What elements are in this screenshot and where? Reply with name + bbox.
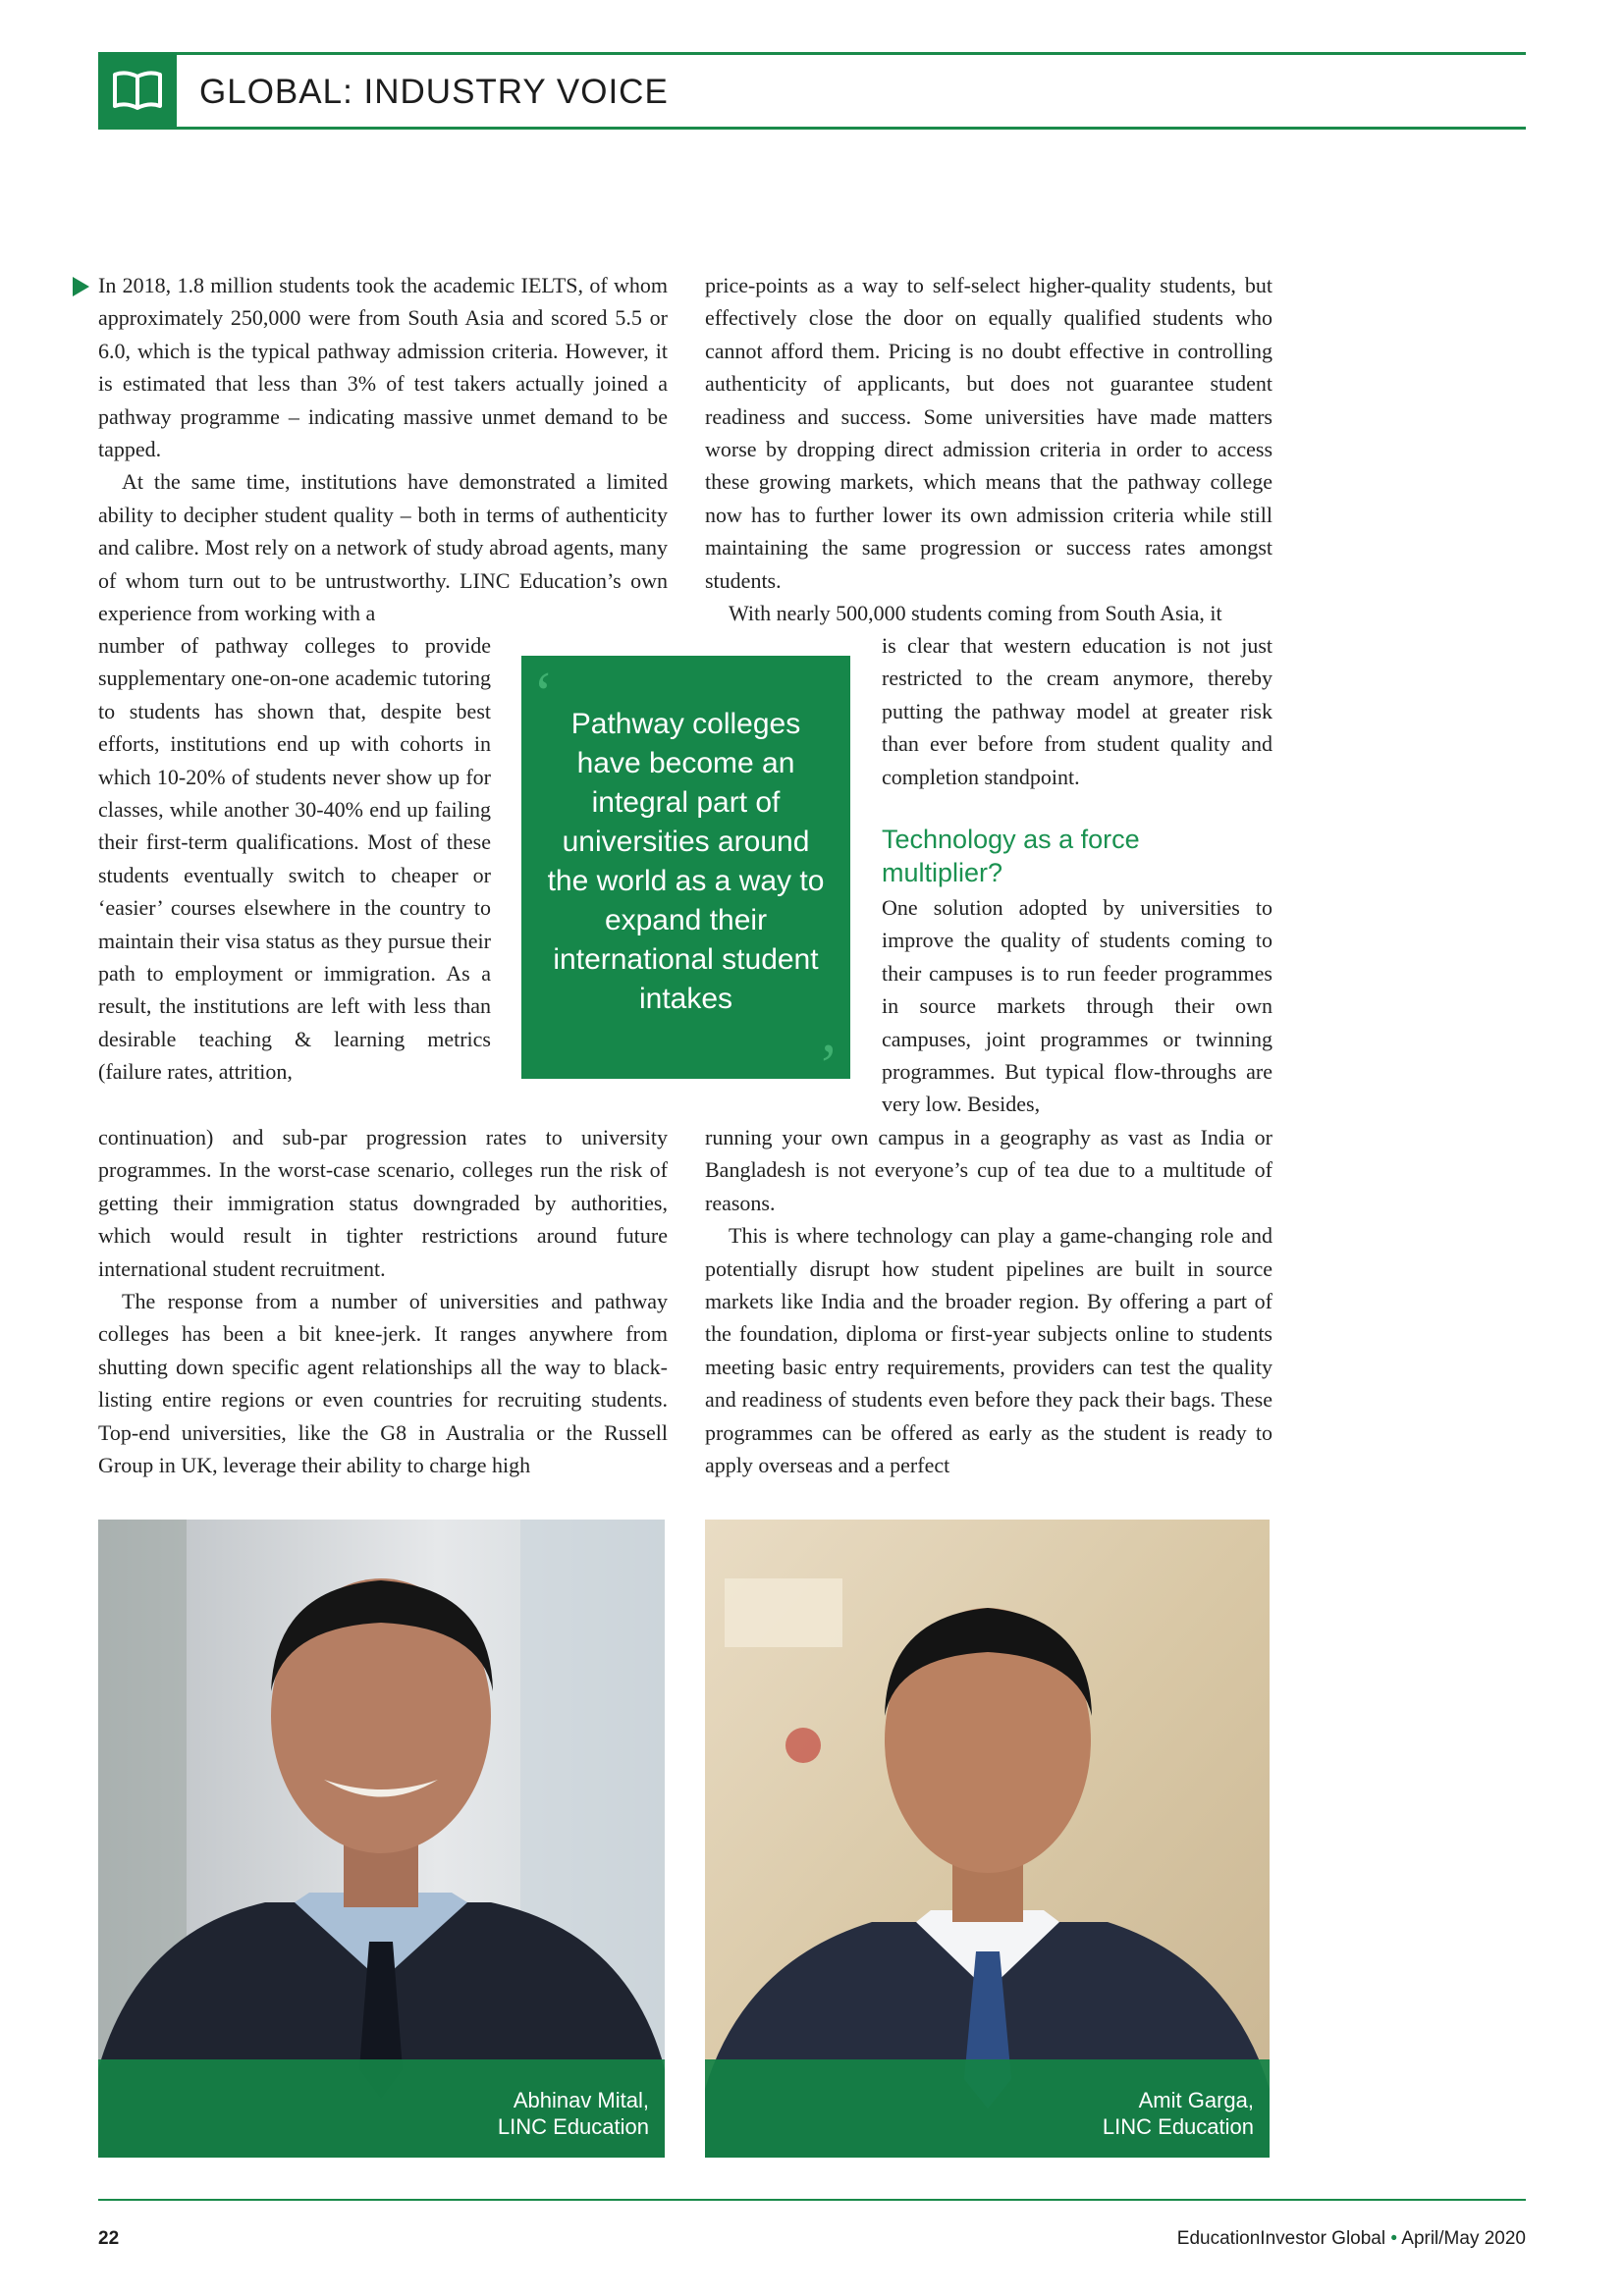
page-number: 22 xyxy=(98,2228,120,2249)
photo-caption xyxy=(498,2087,649,2140)
paragraph: The response from a number of universities and pathway colleges has been a bit knee-jerk. It ranges anywhere from shutting down specific agent relationships all the way to black-listing entire regions or even countries for recruiting students. Top-end universities, like the G8 in Australia or the Russell Group in UK, leverage their ability to charge high xyxy=(98,1289,668,1478)
paragraph: running your own campus in a geography as vast as India or Bangladesh is not everyone’s cup of tea due to a multitude of reasons. xyxy=(705,1125,1272,1215)
paragraph: This is where technology can play a game-changing role and potentially disrupt how student pipelines are built in source markets like India and the broader region. By offering a part of the foundation, diploma or first-year subjects online to students meeting basic entry requirements, providers can test the quality and readiness of students even before they pack their bags. These programmes can be offered as early as the student is ready to apply overseas and a perfect xyxy=(705,1223,1272,1478)
pull-quote-text: Pathway colleges have become an integral part of universities around the world as a way to expand their international student intakes xyxy=(547,708,825,1015)
issue-date: April/May 2020 xyxy=(1401,2228,1526,2249)
paragraph: One solution adopted by universities to improve the quality of students coming to their campuses is to run feeder programmes in source markets through their own campuses, joint programmes or twinning programmes. But typical flow-throughs are very low. Besides, xyxy=(882,895,1272,1117)
photo-caption xyxy=(1103,2087,1254,2140)
caption-name: Abhinav Mital, xyxy=(513,2088,649,2112)
article-column-1-top xyxy=(98,269,668,629)
article-column-1-narrow xyxy=(98,629,491,1089)
paragraph: At the same time, institutions have demonstrated a limited ability to decipher student quality – both in terms of authenticity and calibre. Most rely on a network of study abroad agents, many of whom turn out to be untrustworthy. LINC Education’s own experience from working with a xyxy=(98,469,668,626)
caption-org: LINC Education xyxy=(1102,2114,1254,2139)
caption-name: Amit Garga, xyxy=(1138,2088,1254,2112)
article-column-2-narrow xyxy=(882,629,1272,793)
article-column-2-top xyxy=(705,269,1272,629)
paragraph: With nearly 500,000 students coming from South Asia, it xyxy=(729,601,1222,626)
article-column-2-narrow-lower xyxy=(882,891,1272,1121)
pull-quote xyxy=(521,656,850,1099)
header-top-rule xyxy=(98,52,1526,55)
subhead: Technology as a force multiplier? xyxy=(882,825,1140,887)
play-arrow-icon xyxy=(73,277,89,296)
publication-name: EducationInvestor Global xyxy=(1176,2228,1386,2249)
paragraph: continuation) and sub-par progression rates to university programmes. In the worst-case scenario, colleges run the risk of getting their immigration status downgraded by authorities, which would result in tighter restrictions around future international student recruitment. xyxy=(98,1125,668,1281)
paragraph: is clear that western education is not just restricted to the cream anymore, thereby putting the pathway model at greater risk than ever before from student quality and completion standpoint. xyxy=(882,633,1272,789)
article-column-2-bottom xyxy=(705,1121,1272,1481)
article-column-1-bottom xyxy=(98,1121,668,1481)
publication-info xyxy=(1177,2228,1526,2250)
paragraph: number of pathway colleges to provide supplementary one-on-one academic tutoring to students has shown that, despite best efforts, institutions end up with cohorts in which 10-20% of students never show up for classes, while another 30-40% end up failing their first-term qualifications. Most of these students eventually switch to cheaper or ‘easier’ courses elsewhere in the country to maintain their visa status as they pursue their path to employment or immigration. As a result, the institutions are left with less than desirable teaching & learning metrics (failure rates, attrition, xyxy=(98,633,491,1085)
open-quote-mark: ‘ xyxy=(533,661,554,727)
header-bottom-rule xyxy=(98,127,1526,130)
section-title: GLOBAL: INDUSTRY VOICE xyxy=(199,73,669,111)
paragraph: price-points as a way to self-select higher-quality students, but effectively close the door on equally qualified students who cannot afford them. Pricing is no doubt effective in controlling authenticity of applicants, but does not guarantee student readiness and success. Some universities have made matters worse by dropping direct admission criteria in order to access these growing markets, which means that the pathway college now has to further lower its own admission criteria while still maintaining the same progression or success rates amongst students. xyxy=(705,273,1272,593)
footer-rule xyxy=(98,2199,1526,2201)
open-book-icon xyxy=(98,52,177,129)
close-quote-mark: ’ xyxy=(818,1033,839,1099)
separator-dot: • xyxy=(1390,2228,1398,2249)
caption-org: LINC Education xyxy=(497,2114,649,2139)
paragraph: In 2018, 1.8 million students took the academic IELTS, of whom approximately 250,000 were from South Asia and scored 5.5 or 6.0, which is the typical pathway admission criteria. However, it is estimated that less than 3% of test takers actually joined a pathway programme – indicating massive unmet demand to be tapped. xyxy=(98,273,668,462)
portrait-photo-1 xyxy=(98,1520,665,2158)
portrait-photo-2 xyxy=(705,1520,1270,2158)
